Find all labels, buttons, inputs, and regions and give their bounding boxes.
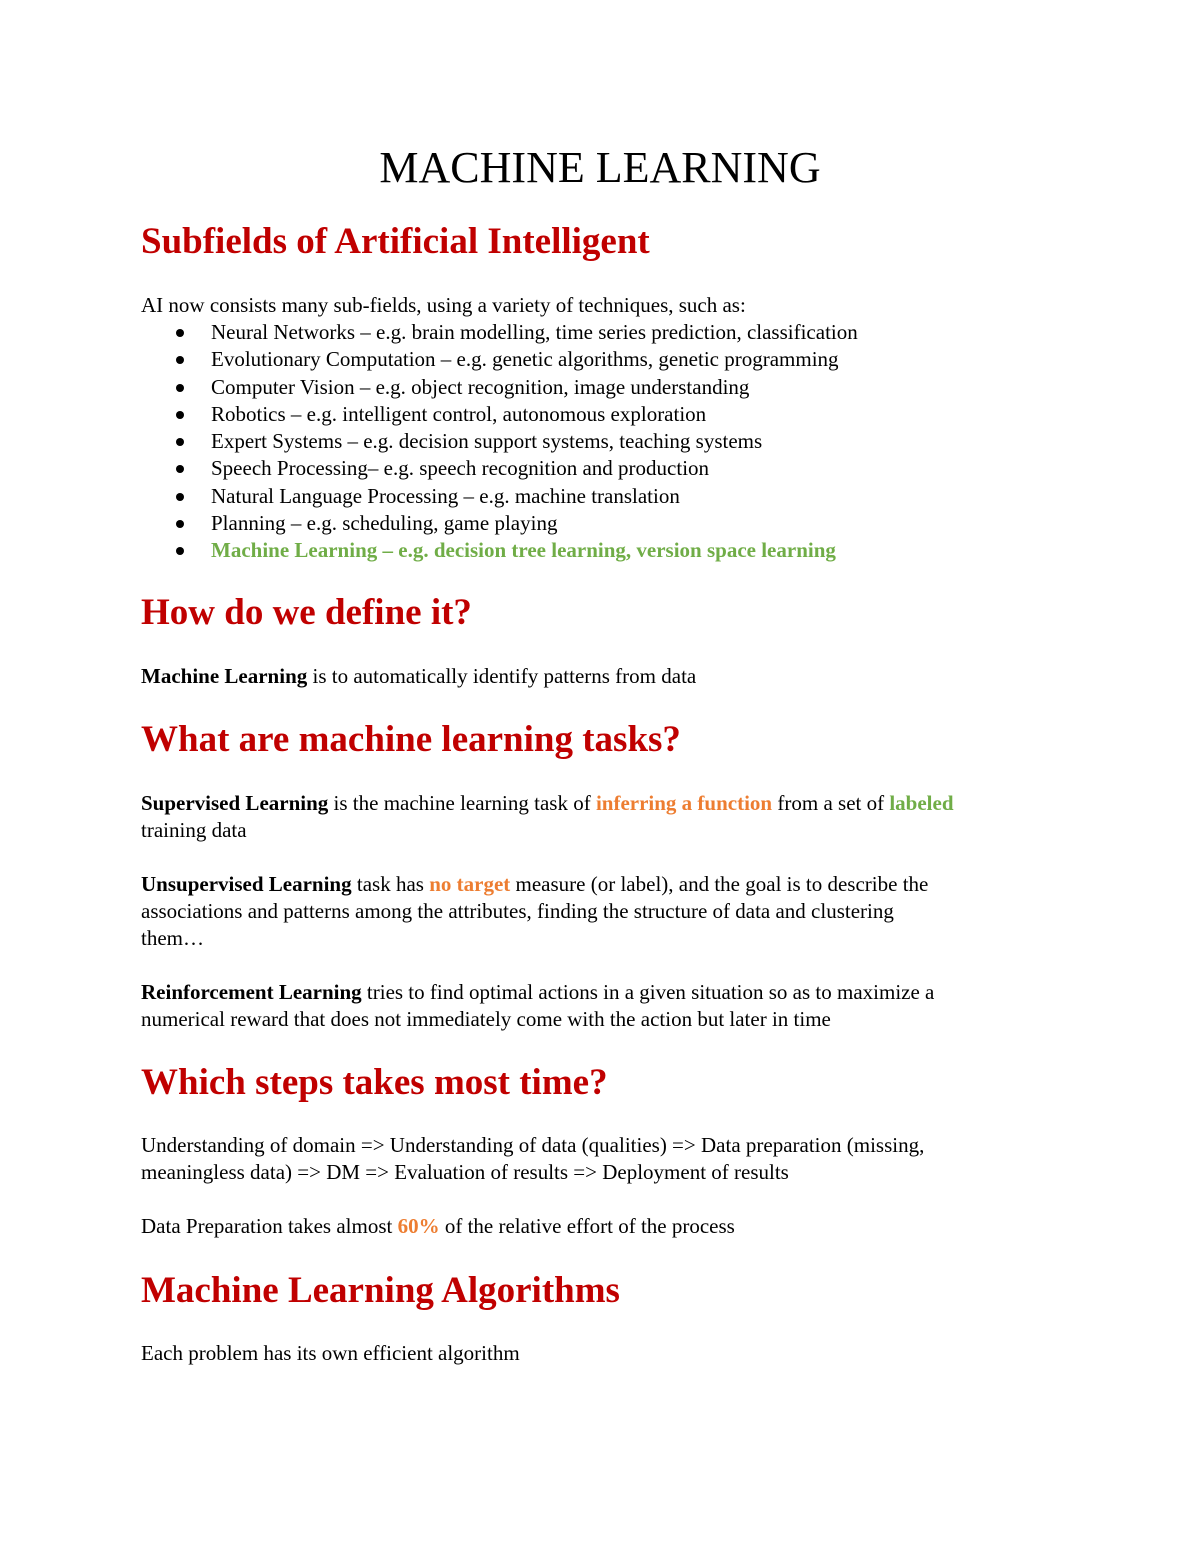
heading-steps: Which steps takes most time? [141,1062,608,1103]
bullet-icon [176,465,184,473]
list-item-highlighted: Machine Learning – e.g. decision tree learning, version space learning [0,537,858,564]
list-item: Evolutionary Computation – e.g. genetic algorithms, genetic programming [0,346,858,373]
bullet-icon [176,520,184,528]
bullet-icon [176,356,184,364]
unsupervised-line-2: associations and patterns among the attributes, finding the structure of data and clustering [141,899,894,923]
bullet-icon [176,384,184,392]
list-item: Planning – e.g. scheduling, game playing [0,510,858,537]
reinforcement-line-1: Reinforcement Learning tries to find optimal actions in a given situation so as to maximize a [141,980,935,1004]
algorithms-text: Each problem has its own efficient algorithm [141,1341,520,1365]
list-item: Computer Vision – e.g. object recognition, image understanding [0,374,858,401]
intro-text: AI now consists many sub-fields, using a variety of techniques, such as: [141,293,746,317]
unsupervised-line-1: Unsupervised Learning task has no target measure (or label), and the goal is to describe the [141,872,929,896]
unsupervised-line-3: them… [141,926,204,950]
subfields-list [0,319,858,564]
bullet-icon [176,411,184,419]
list-item: Natural Language Processing – e.g. machine translation [0,483,858,510]
list-item: Robotics – e.g. intelligent control, autonomous exploration [0,401,858,428]
list-item: Speech Processing– e.g. speech recognition and production [0,455,858,482]
bullet-icon [176,438,184,446]
bullet-icon [176,493,184,501]
heading-define: How do we define it? [141,592,472,633]
heading-tasks: What are machine learning tasks? [141,719,681,760]
supervised-line-1: Supervised Learning is the machine learning task of inferring a function from a set of labeled [141,791,954,815]
bullet-icon [176,547,184,555]
supervised-line-2: training data [141,818,247,842]
list-item: Expert Systems – e.g. decision support systems, teaching systems [0,428,858,455]
bullet-icon [176,329,184,337]
heading-subfields: Subfields of Artificial Intelligent [141,221,650,262]
list-item: Neural Networks – e.g. brain modelling, time series prediction, classification [0,319,858,346]
heading-algorithms: Machine Learning Algorithms [141,1270,620,1311]
steps-line-2: meaningless data) => DM => Evaluation of results => Deployment of results [141,1160,789,1184]
definition-text: Machine Learning is to automatically identify patterns from data [141,664,697,688]
steps-line-1: Understanding of domain => Understanding of data (qualities) => Data preparation (missing, [141,1133,925,1157]
reinforcement-line-2: numerical reward that does not immediately come with the action but later in time [141,1007,831,1031]
document-title: MACHINE LEARNING [379,143,821,192]
data-prep-text: Data Preparation takes almost 60% of the relative effort of the process [141,1214,735,1238]
